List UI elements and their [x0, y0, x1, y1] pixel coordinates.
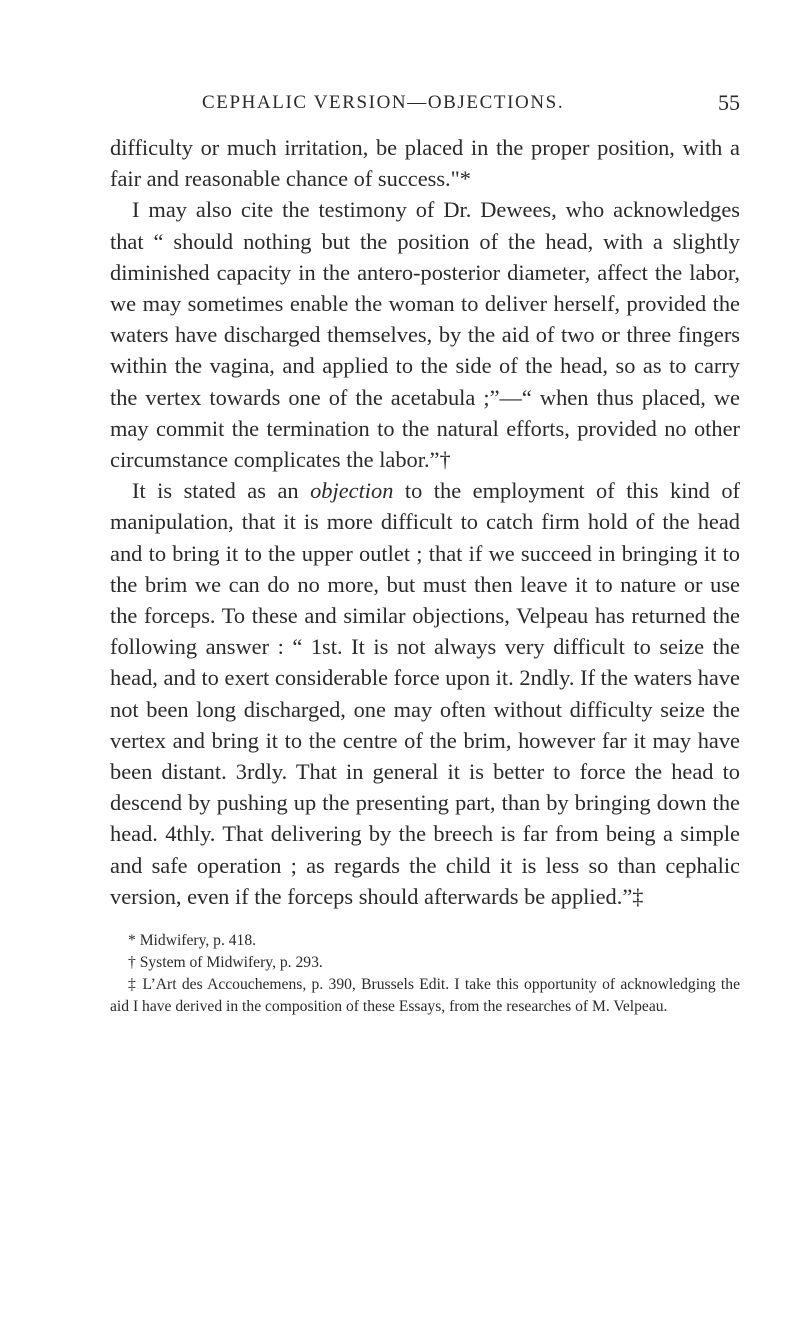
- paragraph-objection: [110, 475, 740, 912]
- running-head: [110, 92, 740, 132]
- paragraph-dewees-testimony: I may also cite the testimony of Dr. Dewees, who acknowledges that “ should nothing but the position of the head, with a slightly diminished capacity in the antero-posterior diameter, affect the labor, we may sometimes enable the woman to deliver herself, provided the waters have discharged themselves, by the aid of two or three fingers within the vagina, and applied to the side of the head, so as to carry the vertex towards one of the acetabula ;”—“ when thus placed, we may commit the termination to the natural efforts, provided no other circumstance complicates the labor.”†: [110, 197, 740, 473]
- paragraph-objection-rest: to the employment of this kind of manipulation, that it is more difficult to catch firm hold of the head and to bring it to the upper outlet ; that if we succeed in bringing it to the brim we can do no more, but must then leave it to nature or use the forceps. To these and similar objections, Velpeau has returned the following answer : “ 1st. It is not always very difficult to seize the head, and to exert considerable force upon it. 2ndly. If the waters have not been long discharged, one may often without difficulty seize the vertex and bring it to the centre of the brim, however far it may have been distant. 3rdly. That in general it is better to force the head to descend by pushing up the presenting part, than by bringing down the head. 4thly. That delivering by the breech is far from being a simple and safe operation ; as regards the child it is less so than cephalic version, even if the forceps should afterwards be applied.”‡: [110, 478, 740, 909]
- footnotes: [110, 930, 740, 1018]
- footnote-2: † System of Midwifery, p. 293.: [128, 954, 323, 972]
- paragraph-continuation: difficulty or much irritation, be placed in the proper position, with a fair and reasonable chance of success."*: [110, 135, 740, 192]
- body-text: [110, 132, 740, 912]
- book-page: [110, 92, 740, 1018]
- footnote-3: ‡ L’Art des Accouchemens, p. 390, Brussels Edit. I take this opportunity of acknowledging the aid I have derived in the composition of these Essays, from the researches of M. Velpeau.: [110, 976, 740, 1016]
- running-title: CEPHALIC VERSION—OBJECTIONS.: [202, 92, 565, 113]
- page-number: 55: [718, 90, 740, 115]
- paragraph-objection-start: It is stated as an: [132, 478, 311, 504]
- footnote-1: * Midwifery, p. 418.: [128, 932, 257, 950]
- emphasis-objection: objection: [310, 478, 394, 504]
